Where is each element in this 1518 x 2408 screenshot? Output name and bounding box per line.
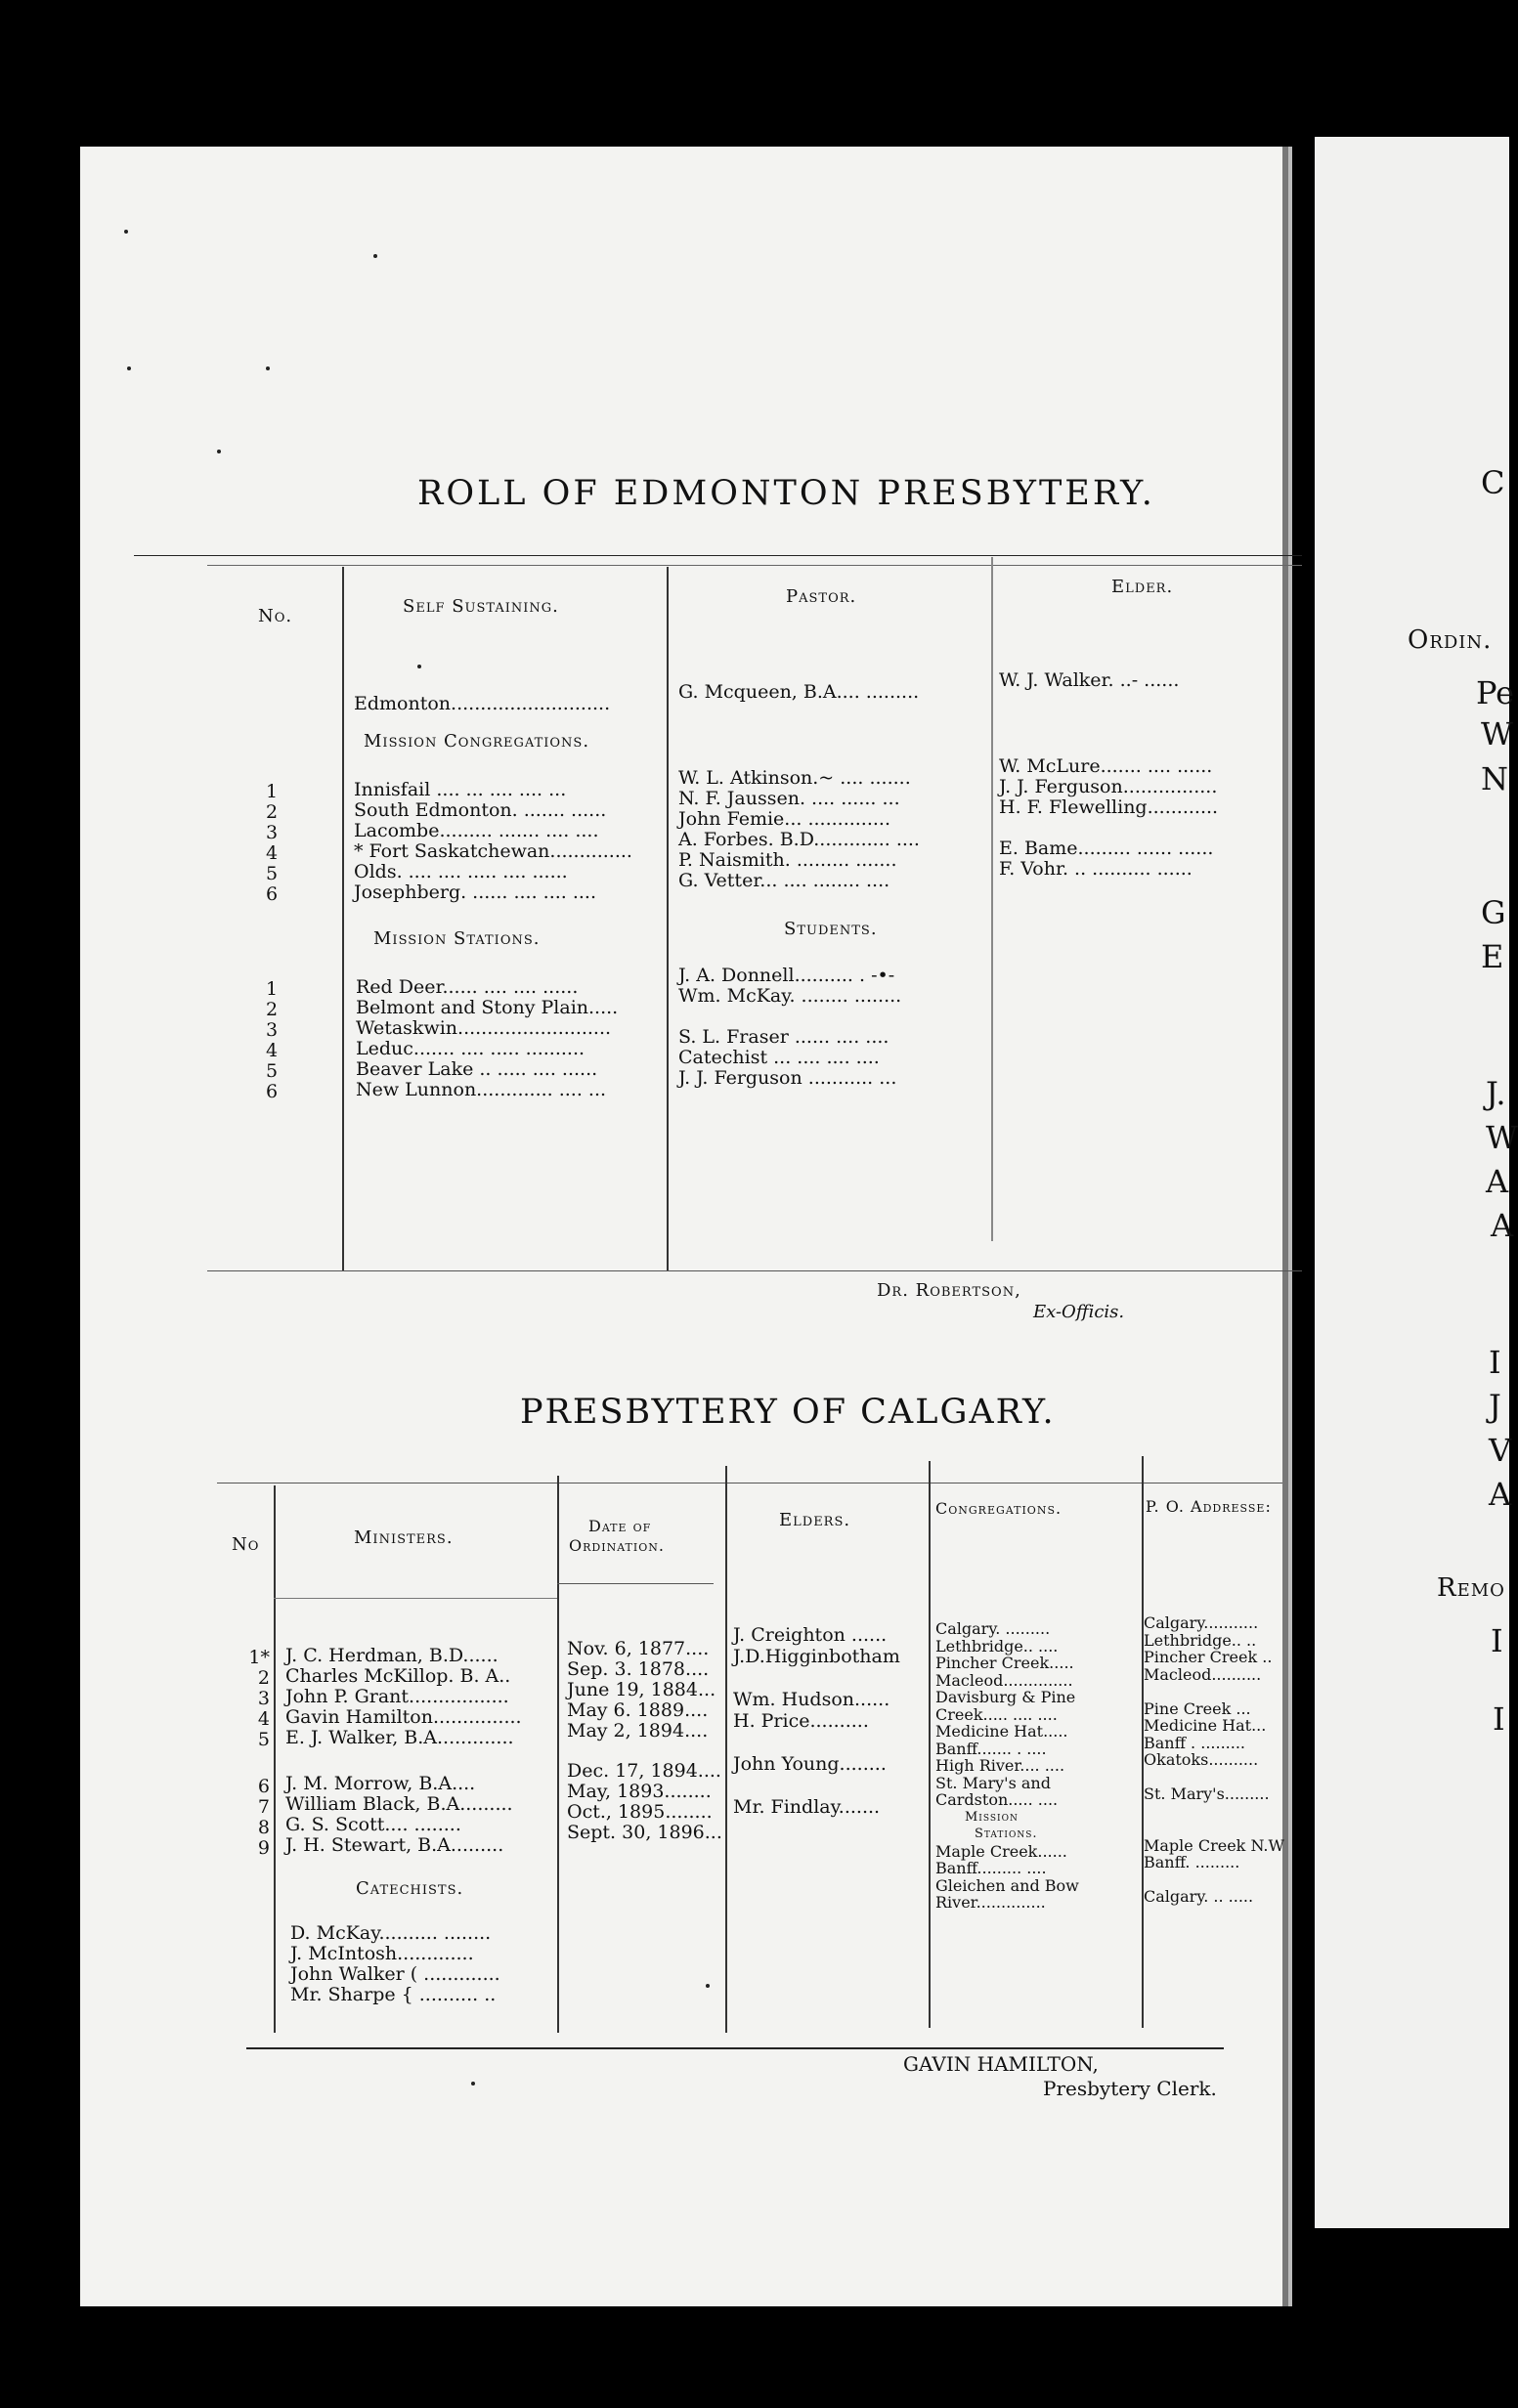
fragment-text: C — [1481, 464, 1505, 501]
speck — [373, 254, 377, 258]
list-item — [1144, 1769, 1284, 1786]
calgary-bottom-rule — [246, 2047, 1224, 2049]
list-item: St. Mary's and — [935, 1773, 1051, 1792]
list-item: Wetaskwin.......................... — [356, 1017, 612, 1039]
edmonton-col-rule — [342, 567, 344, 1270]
header-pastor: Pastor. — [786, 586, 857, 607]
list-item: St. Mary's......... — [1144, 1784, 1270, 1803]
edmonton-top-rule-2 — [207, 565, 1302, 566]
speck — [266, 366, 270, 370]
header-ministers: Ministers. — [354, 1527, 454, 1548]
list-item: G. Vetter... .... ........ .... — [678, 870, 890, 891]
clerk-name: GAVIN HAMILTON, — [903, 2052, 1099, 2076]
table-row: Gavin Hamilton............... — [285, 1706, 522, 1728]
table-row: Mr. Findlay....... — [733, 1796, 881, 1818]
list-item: Wm. McKay. ........ ........ — [678, 985, 902, 1007]
speck — [127, 366, 131, 370]
fragment-text: A — [1489, 1476, 1512, 1513]
mission-station-students — [678, 966, 901, 1089]
list-item: Banff. ......... — [1144, 1853, 1240, 1871]
list-item: High River.... .... — [935, 1756, 1065, 1775]
table-row: Dec. 17, 1894.... — [567, 1760, 721, 1782]
list-item: Cardston..... .... — [935, 1790, 1059, 1809]
mission-congregation-names — [354, 780, 632, 903]
list-item: Macleod.............. — [935, 1670, 1073, 1690]
list-item: Banff . ......... — [1144, 1733, 1245, 1752]
header-po-addresses: P. O. Addresse: — [1146, 1497, 1272, 1516]
list-item: Mr. Sharpe { .......... .. — [290, 1984, 497, 2005]
list-item: John Walker ( ............. — [290, 1963, 500, 1985]
list-item: Pincher Creek .. — [1144, 1648, 1273, 1666]
fragment-text: Remo — [1437, 1573, 1505, 1603]
list-item: Leduc....... .... ..... .......... — [356, 1038, 586, 1059]
clerk-title: Presbytery Clerk. — [1043, 2077, 1217, 2100]
table-row: Wm. Hudson...... — [733, 1689, 890, 1710]
fragment-text: N — [1481, 760, 1508, 797]
fragment-text: E — [1481, 938, 1504, 975]
table-row — [733, 1667, 900, 1689]
speck — [706, 1984, 710, 1988]
list-item: Pincher Creek..... — [935, 1654, 1074, 1672]
list-item: South Edmonton. ....... ...... — [354, 799, 607, 821]
list-item: J. A. Donnell.......... . -•- — [678, 965, 895, 986]
fragment-text: G — [1481, 894, 1506, 931]
document-page — [80, 147, 1282, 2306]
fragment-text: A — [1491, 1207, 1514, 1244]
table-row: J. M. Morrow, B.A.... — [285, 1773, 476, 1794]
list-item: Stations. — [975, 1827, 1038, 1841]
ministers-list — [285, 1646, 522, 1748]
list-item: Calgary. .. ..... — [1144, 1887, 1254, 1906]
ex-officio-label: Ex-Officis. — [1033, 1302, 1125, 1322]
ordination-dates — [567, 1639, 716, 1742]
list-item: Beaver Lake .. ..... .... ...... — [356, 1058, 598, 1080]
table-row: H. Price.......... — [733, 1710, 869, 1732]
header-ordination: Ordination. — [569, 1536, 665, 1555]
table-row — [733, 1732, 900, 1753]
list-item: Maple Creek...... — [935, 1841, 1067, 1861]
calgary-col-rule — [274, 1485, 276, 2033]
congregation-numbers: 1 2 3 4 5 6 — [266, 781, 279, 905]
list-item: H. F. Flewelling............ — [999, 796, 1219, 818]
catechists-list — [290, 1923, 500, 2005]
ministers-header-rule — [274, 1598, 557, 1599]
fragment-text: I — [1493, 1700, 1505, 1738]
fragment-text: W — [1481, 715, 1513, 752]
mission-congregation-elders — [999, 756, 1218, 880]
table-row: May, 1893........ — [567, 1781, 712, 1802]
list-item — [999, 818, 1218, 838]
fragment-text: I — [1491, 1622, 1503, 1659]
list-item: S. L. Fraser ...... .... .... — [678, 1026, 889, 1048]
table-row: J. C. Herdman, B.D...... — [285, 1645, 499, 1666]
header-elder: Elder. — [1111, 577, 1174, 597]
table-row: E. J. Walker, B.A............. — [285, 1727, 514, 1748]
list-item: Lethbridge.. .... — [935, 1636, 1059, 1656]
list-item: J. McIntosh............. — [290, 1943, 474, 1964]
list-item: Josephberg. ...... .... .... .... — [354, 882, 597, 903]
list-item — [1144, 1803, 1284, 1821]
list-item: P. Naismith. ......... ....... — [678, 849, 897, 871]
calgary-top-rule — [217, 1483, 1282, 1484]
list-item: River.............. — [935, 1893, 1046, 1912]
station-numbers: 1 2 3 4 5 6 — [266, 978, 279, 1102]
list-item: Pine Creek ... — [1144, 1698, 1251, 1718]
list-item: Innisfail .... ... .... .... ... — [354, 779, 567, 800]
ex-officio-name: Dr. Robertson, — [877, 1280, 1021, 1301]
list-item: F. Vohr. .. .......... ...... — [999, 858, 1193, 880]
edmonton-congregation: Edmonton........................... — [354, 693, 611, 714]
list-item: Medicine Hat..... — [935, 1722, 1068, 1741]
list-item: Banff....... . .... — [935, 1739, 1047, 1758]
header-self-sustaining: Self Sustaining. — [403, 596, 559, 617]
list-item — [1144, 1683, 1284, 1700]
speck — [124, 230, 128, 234]
table-row: William Black, B.A......... — [285, 1793, 513, 1815]
table-row: Nov. 6, 1877.... — [567, 1638, 710, 1659]
edmonton-col-rule — [667, 567, 669, 1270]
fragment-text: W — [1486, 1119, 1518, 1156]
list-item: Maple Creek N.W — [1144, 1835, 1284, 1855]
header-elders: Elders. — [779, 1510, 851, 1530]
list-item: Creek..... .... .... — [935, 1704, 1058, 1724]
po-addresses — [1144, 1614, 1284, 1906]
header-congregations: Congregations. — [935, 1499, 1063, 1518]
table-row: G. S. Scott.... ........ — [285, 1814, 461, 1835]
edmonton-pastor: G. Mcqueen, B.A.... ......... — [678, 681, 920, 703]
table-row: John Young........ — [733, 1753, 887, 1775]
fragment-text: J. — [1486, 1075, 1506, 1112]
edmonton-title: ROLL OF EDMONTON PRESBYTERY. — [417, 474, 1155, 513]
table-row — [733, 1775, 900, 1796]
list-item: J. J. Ferguson................ — [999, 776, 1218, 797]
list-item: Lacombe......... ....... .... .... — [354, 820, 599, 841]
table-row: June 19, 1884... — [567, 1679, 716, 1700]
table-row: Sept. 30, 1896... — [567, 1822, 722, 1843]
header-no: No. — [258, 606, 293, 626]
table-row: J. Creighton ...... — [733, 1624, 888, 1646]
students-label: Students. — [784, 919, 878, 939]
edmonton-top-rule — [134, 555, 1302, 556]
list-item: E. Bame......... ...... ...... — [999, 838, 1214, 859]
list-item: New Lunnon............. .... ... — [356, 1079, 607, 1100]
list-item: Olds. .... .... ..... .... ...... — [354, 861, 568, 882]
speck — [471, 2082, 475, 2086]
calgary-congregations — [935, 1620, 1079, 1912]
edmonton-col-rule — [991, 557, 993, 1241]
list-item — [678, 1007, 901, 1027]
list-item: J. J. Ferguson ........... ... — [678, 1067, 897, 1089]
list-item: Davisburg & Pine — [935, 1688, 1076, 1706]
fragment-text: I — [1489, 1344, 1501, 1381]
list-item: W. McLure....... .... ...... — [999, 755, 1213, 777]
list-item: Banff......... .... — [935, 1859, 1047, 1877]
list-item: Mission — [965, 1809, 1019, 1825]
table-row: May 2, 1894.... — [567, 1720, 709, 1742]
fragment-text: J — [1489, 1388, 1501, 1425]
list-item: D. McKay.......... ........ — [290, 1922, 492, 1944]
ministers-list — [285, 1774, 513, 1856]
mission-stations-label: Mission Stations. — [373, 928, 541, 949]
table-row: John P. Grant................. — [285, 1686, 509, 1707]
list-item: Catechist ... .... .... .... — [678, 1047, 880, 1068]
catechists-label: Catechists. — [356, 1878, 464, 1899]
list-item: N. F. Jaussen. .... ...... ... — [678, 788, 900, 809]
mission-congregation-pastors — [678, 768, 920, 891]
list-item: Calgary. ......... — [935, 1619, 1051, 1638]
header-no: No — [232, 1534, 260, 1555]
mission-congregations-label: Mission Congregations. — [364, 731, 590, 752]
date-header-rule — [557, 1583, 714, 1584]
list-item: Belmont and Stony Plain..... — [356, 997, 619, 1018]
list-item: W. L. Atkinson.~ .... ....... — [678, 767, 911, 789]
fragment-text: V — [1489, 1432, 1512, 1469]
minister-numbers: 6 7 8 9 — [257, 1776, 270, 1859]
fragment-text: Pe — [1476, 674, 1515, 711]
fragment-text: A — [1486, 1163, 1509, 1200]
list-item — [1144, 1871, 1284, 1889]
list-item: Medicine Hat... — [1144, 1716, 1267, 1735]
table-row: J.D.Higginbotham — [733, 1646, 900, 1667]
header-date: Date of — [588, 1517, 652, 1535]
speck — [217, 450, 221, 453]
list-item: Red Deer...... .... .... ...... — [356, 976, 579, 998]
ordination-dates — [567, 1761, 722, 1843]
elders-list — [733, 1624, 900, 1818]
table-row: J. H. Stewart, B.A......... — [285, 1834, 504, 1856]
list-item: John Femie... .............. — [678, 808, 891, 830]
minister-numbers: 1* 2 3 4 5 — [248, 1647, 270, 1750]
list-item: Macleod.......... — [1144, 1664, 1262, 1684]
table-row: Charles McKillop. B. A.. — [285, 1665, 511, 1687]
table-row: Oct., 1895........ — [567, 1801, 713, 1823]
adjacent-page — [1315, 137, 1518, 2228]
fragment-text: Ordin. — [1408, 625, 1493, 655]
list-item: * Fort Saskatchewan.............. — [354, 840, 632, 862]
list-item: Okatoks.......... — [1144, 1750, 1259, 1769]
calgary-col-rule — [929, 1461, 931, 2028]
table-row: Sep. 3. 1878.... — [567, 1658, 710, 1680]
edmonton-bottom-rule — [207, 1270, 1302, 1271]
mission-station-names — [356, 977, 618, 1100]
list-item: Lethbridge.. .. — [1144, 1630, 1257, 1650]
calgary-col-rule — [557, 1476, 559, 2033]
calgary-col-rule — [725, 1466, 727, 2033]
edmonton-elder: W. J. Walker. ..- ...... — [999, 669, 1180, 691]
list-item: Gleichen and Bow — [935, 1875, 1079, 1895]
speck — [417, 665, 421, 668]
table-row: May 6. 1889.... — [567, 1699, 709, 1721]
list-item: A. Forbes. B.D............. .... — [678, 829, 920, 850]
calgary-title: PRESBYTERY OF CALGARY. — [520, 1393, 1056, 1432]
list-item — [1144, 1820, 1284, 1837]
list-item: Calgary........... — [1144, 1613, 1259, 1632]
